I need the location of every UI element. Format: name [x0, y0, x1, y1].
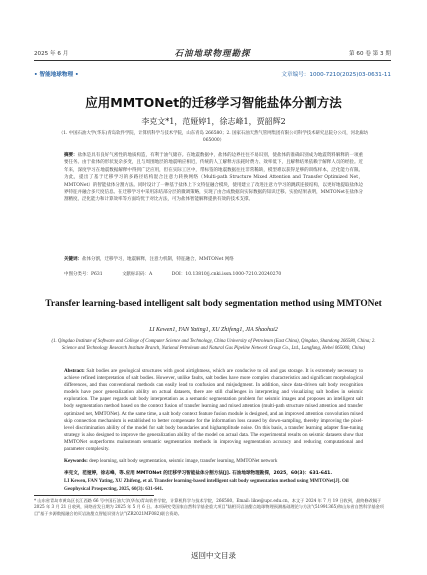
en-keywords: [64, 458, 363, 464]
header-rule: [34, 60, 391, 61]
en-abstract-text: Salt bodies are geological structures with good airtightness, which are conducive to oil and gas storage. It is extremely necessary to achieve refined interpretation of salt bodies. However, unlike faults, salt bodies have more complex characteristics and significant morphological differences, and thus conventional methods can easily lead to confusion and misjudgment. In addition, since data-driven salt body recognition models have poor generalization ability on actual datasets, there are still challenges in interpreting and visualizing salt bodies in seismic exploration. The paper regards salt body interpretation as a semantic segmentation problem for seismic images and proposes an intelligent salt body segmentation method based on the context fusion of transfer learning and mixed attention (multi-path structure mixed attention and transfer optimized net, MMTONet). At the same time, a salt body context feature fusion module is designed, and an improved attention convolution mixed skip connection mechanism is established to better compensate for the information loss caused by down-sampling, thereby improving the pixel-level discrimination ability of the model for salt body boundaries and highamplitude noise. On this basis, a transfer learning adapter fine-tuning strategy is also designed to improve the generalization ability of the model on actual data. The experimental results on seismic datasets show that MMTONet outperforms mainstream semantic segmentation methods in improving segmentation accuracy and reducing computational and parameter complexity.: [64, 368, 363, 453]
cn-affiliation: （1. 中国石油大学(华东)青岛软件学院，计算机科学与技术学院，山东青岛 266580；2. 国家石油天然气管网集团有限公司科学技术研究总院分公司，河北廊坊 065000）: [58, 131, 369, 143]
en-authors: LI Kewen1, FAN Yating1, XU Zhifeng1, JIA Shaohui2: [149, 327, 278, 333]
cn-keywords: [64, 256, 363, 263]
en-title: Transfer learning-based intelligent salt body segmentation method using MMTONet: [45, 299, 382, 309]
en-affiliation: (1. Qingdao Institute of Software and College of Computer Science and Technology, China University of Petroleum (East China), Qingdao, Shandong 266580, China; 2. Science and Technology Research Institute Branch, National Petroleum and Natural Gas Pipeline Network Group Co., Ltd., Langfang, Hebei 065000, China): [51, 339, 376, 351]
document-code: 文献标识码：A: [122, 272, 153, 277]
en-abstract: [64, 368, 363, 453]
cn-authors: 李克文*1，范娅婷1，徐志峰1，贾韶辉2: [141, 117, 286, 126]
article-number: 文章编号：1000-7210(2025)03-0631-11: [281, 72, 391, 78]
running-header: [34, 47, 391, 59]
citation-cn-authors: 李克文，范娅婷，徐志峰，等.: [64, 471, 126, 476]
footnote: * 山东省青岛市黄岛区长江西路 66 号中国石油大学(华东)青岛软件学院，计算机科学与技术学院，266580。Email: likw@upc.edu.cn。本文于 2024 年 7 月 19 日收到，最终修改稿于 2025 年 3 月 21 日收到，网络首发日期为 2025 年 5 月 6 日。本项研究受国家自然科学基金重大项目"陆相页岩油甜点地球物理预测基础理论与方法"(51991365)和山东省自然科学基金项目"基于多源数据融合的页岩油甜点智能识别方法"(ZR2021MF082)联合资助。: [34, 498, 384, 516]
citation-cn-text: 应用 MMTONet 的迁移学习智能盐体分割方法[J]. 石油地球物理勘探，2025，60(3)：631-641.: [125, 471, 333, 476]
citation-block: [64, 470, 363, 493]
citation-en: LI Kewen, FAN Yating, XU Zhifeng, et al. Transfer learning-based intelligent salt body segmentation method using MMTONet[J]. Oil Geophysical Prospecting, 2025, 60(3): 631-641.: [64, 478, 349, 492]
citation-cn: [64, 470, 363, 478]
clc-number: 中图分类号：P631: [64, 272, 103, 277]
cn-abstract-label: 摘要：: [64, 153, 78, 158]
cn-title: 应用MMTONet的迁移学习智能盐体分割方法: [85, 95, 342, 110]
footnote-rule: [34, 495, 154, 496]
doi-number[interactable]: DOI：10.13810/j.cnki.issn.1000-7210.20240270: [171, 272, 282, 277]
cn-abstract: [64, 152, 363, 204]
en-abstract-label: Abstract:: [64, 368, 85, 374]
cn-abstract-text: 盐体是具有良好气密性的地质构造，有利于油气储存。在地震数据中，盐体的边界往往不易识别，使盐体的准确识别成为地震资料解释的一项重要任务。由于盐体的形状复杂多变，且与周围地层的地震响应相近，传统的人工解释方法耗时费力、效率低下，且解释结果依赖于解释人员的经验。近年来，深度学习在地震数据解释中得到广泛应用，但在实际工区中，带标签的地震数据往往非常稀缺，模型难以获得足够的训练样本，泛化能力有限。为此，提出了基于迁移学习的多路径结构混合注意力转换网络（Multi-path Structure Mixed Attention and Transfer Optimized Net，MMTONet）的智能盐体分割方法。同时设计了一种基于盐体上下文特征融合模块，使用建立了改进注意力学习的跳跃连接结构，以更好地提取盐体边界特征并融合多尺度信息。在迁移学习中采用冻结部分层的微调策略，实现了由合成数据向实际数据的知识迁移。实验结果表明，MMTONet在盐体分割精度、泛化能力和计算效率等方面均优于对比方法，可为盐体智能解释提供有效的技术支撑。: [64, 153, 363, 203]
journal-name: 石油地球物理勘探: [174, 49, 251, 59]
back-to-toc-button[interactable]: 返回中文目录: [191, 551, 236, 560]
en-keywords-label: Keywords:: [64, 458, 88, 464]
classification-line: [64, 271, 363, 277]
en-keywords-text: deep learning, salt body segmentation, seismic image, transfer learning, MMTONet network: [89, 458, 278, 464]
cn-keywords-text: 盐体分割，迁移学习，地震解释，注意力机制，特征融合，MMTONet 网络: [82, 257, 234, 262]
issue-date: 2025 年 6 月: [34, 51, 69, 57]
article-meta: [34, 70, 391, 80]
cn-keywords-label: 关键词：: [64, 257, 82, 262]
volume-issue: 第 60 卷 第 3 期: [349, 51, 391, 57]
column-category: • 智能地球物理 •: [34, 72, 79, 78]
